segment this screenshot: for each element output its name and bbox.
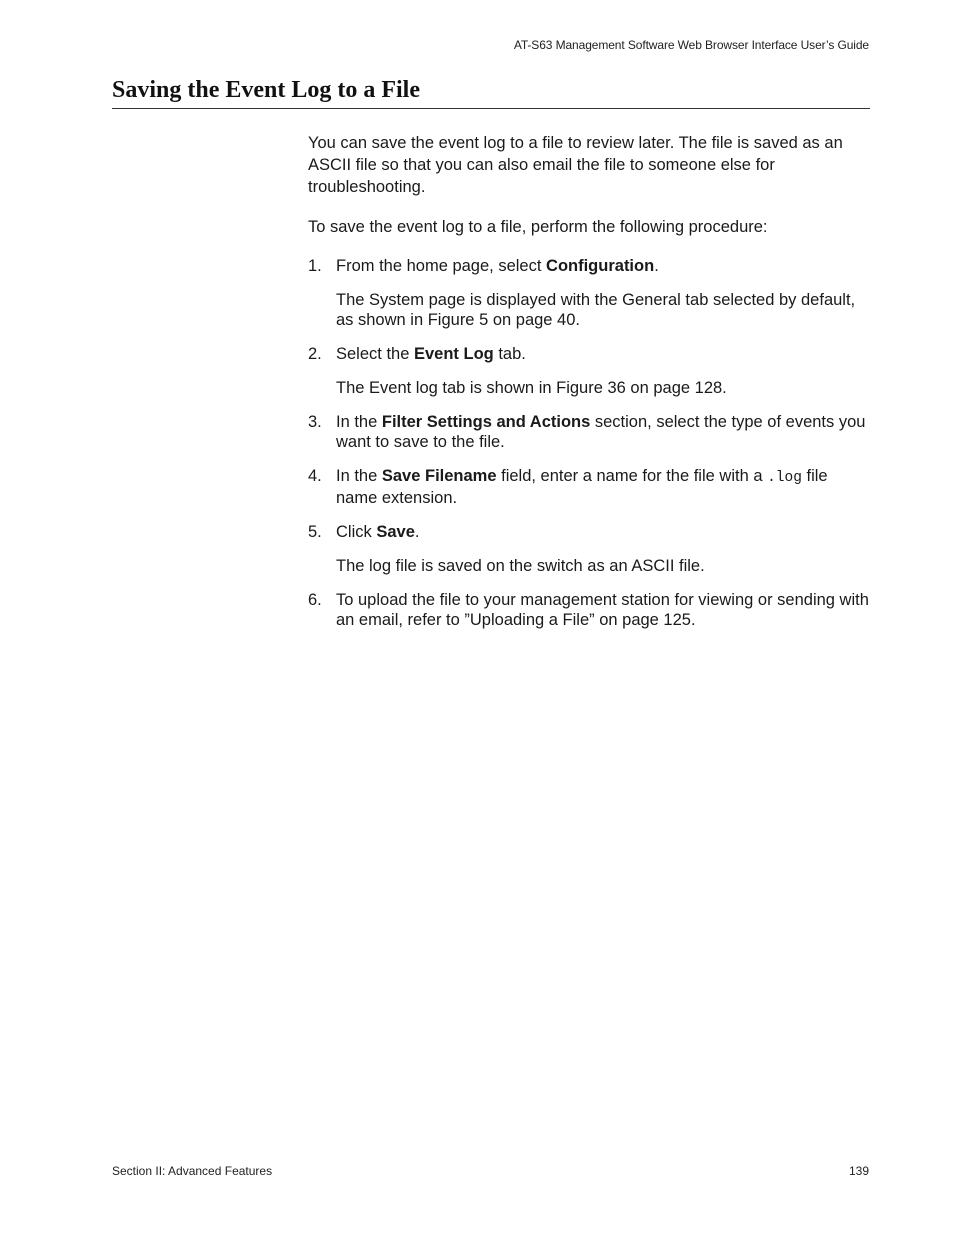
step-number: 6. [308, 591, 322, 609]
step-text: Click Save. [336, 523, 420, 541]
body-content [308, 132, 870, 644]
step-text: Select the Event Log tab. [336, 345, 526, 363]
procedure-steps [308, 256, 870, 630]
step-note: The System page is displayed with the General tab selected by default, as shown in Figure 5 on page 40. [336, 291, 856, 329]
step-5 [308, 522, 870, 576]
step-number: 1. [308, 257, 322, 275]
procedure-intro: To save the event log to a file, perform the following procedure: [308, 218, 768, 236]
step-3 [308, 412, 870, 452]
step-2 [308, 344, 870, 398]
step-note: The log file is saved on the switch as an ASCII file. [336, 557, 705, 575]
step-note: The Event log tab is shown in Figure 36 on page 128. [336, 379, 727, 397]
step-text: In the Filter Settings and Actions section, select the type of events you want to save to the file. [336, 413, 866, 451]
step-4 [308, 466, 870, 508]
step-text: To upload the file to your management station for viewing or sending with an email, refer to ”Uploading a File” on page 125. [336, 591, 869, 629]
step-number: 3. [308, 413, 322, 431]
step-6 [308, 590, 870, 630]
page-number: 139 [848, 1164, 869, 1178]
running-header: AT-S63 Management Software Web Browser Interface User’s Guide [513, 38, 869, 52]
section-title: Saving the Event Log to a File [112, 77, 870, 109]
step-number: 5. [308, 523, 322, 541]
step-text: From the home page, select Configuration. [336, 257, 659, 275]
step-number: 2. [308, 345, 322, 363]
step-text: In the Save Filename field, enter a name for the file with a .log file name extension. [336, 467, 828, 507]
step-number: 4. [308, 467, 322, 485]
footer-section: Section II: Advanced Features [112, 1164, 273, 1178]
step-1 [308, 256, 870, 330]
intro-paragraph: You can save the event log to a file to review later. The file is saved as an ASCII file so that you can also email the file to someone else for troubleshooting. [308, 134, 843, 196]
file-extension-code: .log [767, 470, 802, 486]
